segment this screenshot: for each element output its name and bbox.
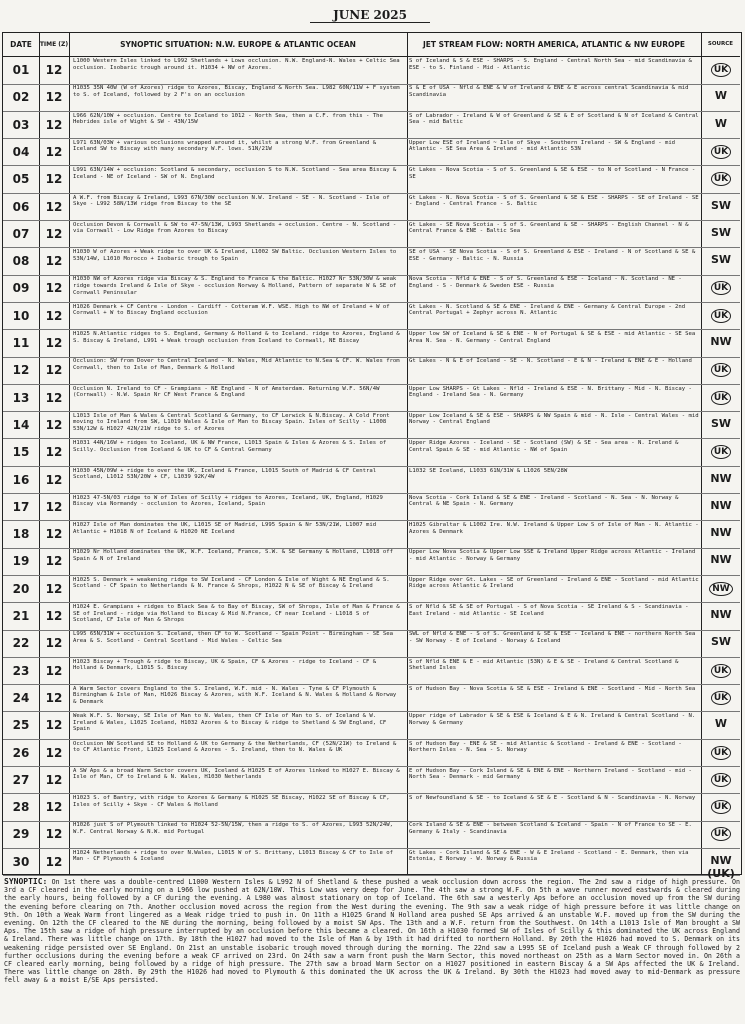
page-title: JUNE 2025 bbox=[310, 8, 430, 23]
row-time: 12 bbox=[45, 854, 63, 869]
row-jet-stream: E of Hudson Bay - Cork Island & SE & ENE & ENE - Northern Ireland - Scotland - mid - North Sea - Denmark - mid Germany bbox=[409, 767, 692, 781]
row-date: 25 bbox=[12, 718, 30, 733]
row-synoptic: H1024 Netherlands + ridge to over N.Wales, L1015 W of S. Brittany, L1013 Biscay & CF to Isle of Man - CF Plymouth & Iceland bbox=[73, 849, 393, 863]
row-date: 24 bbox=[12, 690, 30, 705]
row-jet-stream: Upper Ridge over Gt. Lakes - SE of Greenland - Ireland & ENE - Scotland - mid Atlantic Ridge across Atlantic & Ireland bbox=[409, 576, 699, 590]
table-row bbox=[3, 576, 740, 604]
row-source-label: UK bbox=[711, 309, 731, 323]
row-source-label: UK bbox=[711, 691, 731, 705]
row-date: 07 bbox=[12, 226, 30, 241]
table-row bbox=[3, 521, 740, 549]
row-source-label: UK bbox=[711, 800, 731, 814]
table-row bbox=[3, 303, 740, 331]
row-synoptic: H1023 S. of Bantry, with ridge to Azores & Germany & H1025 SE Biscay, H1022 SE of Biscay & CF, Isles of Scilly + Skye - CF Wales & Holland bbox=[73, 795, 390, 808]
row-date: 15 bbox=[12, 445, 30, 460]
row-synoptic: H1023 47-5N/03 ridge to W of Isles of Scilly + ridges to Azores, Iceland, UK, England, H1029 Biscay via Normandy - occlusion to Azores, Iceland, Spain bbox=[73, 494, 383, 508]
row-date: 13 bbox=[12, 390, 30, 405]
row-time: 12 bbox=[45, 144, 63, 159]
table-row bbox=[3, 412, 740, 440]
row-source-label: NW bbox=[710, 526, 732, 540]
row-source-label: NW bbox=[710, 608, 732, 621]
row-source bbox=[703, 390, 739, 405]
row-date: 30 bbox=[12, 854, 30, 869]
row-time: 12 bbox=[45, 281, 63, 296]
row-time: 12 bbox=[45, 772, 63, 787]
row-synoptic: H1024 E. Grampians + ridges to Black Sea & to Bay of Biscay, SW of Shrops, Isle of Man & France & SE of Ireland - ridge via Holland to Biscay & Mid N.France, CF near Iceland - L1018 S of Scotland, CF Isle of Man & Shrops bbox=[73, 604, 400, 624]
row-synoptic: Weak W.F. S. Norway, SE Isle of Man to N. Wales, then CF Isle of Man to S. of Iceland & W. Ireland & Wales, L1025 Iceland, H1032 Azores & to Biscay & ridge to Shetland & SW England, CF Spain bbox=[73, 713, 387, 733]
row-source bbox=[703, 472, 739, 485]
row-date: 03 bbox=[12, 117, 30, 132]
table-row bbox=[3, 330, 740, 358]
row-synoptic: L1013 Isle of Man & Wales & Central Scotland & Germany, to CF Lerwick & N.Biscay. A Cold Front moving to Ireland from SW, L1019 Wales & Isle of Man to Biscay Spain. Isles of Scilly - L1008 53N/12W & H1027 42N/21W ridge to S. of Azores bbox=[73, 412, 390, 433]
row-source-label: SW bbox=[710, 253, 732, 267]
row-source bbox=[703, 663, 739, 678]
row-source-label: SW bbox=[710, 198, 732, 212]
row-source-label: SW bbox=[710, 416, 732, 430]
row-synoptic: A W.F. from Biscay & Ireland, L993 67N/30W occlusion N.W. Ireland - SE - N. Scotland - Isle of Skye - L992 58N/13W ridge from Biscay to the SE bbox=[73, 194, 390, 208]
row-jet-stream: L1032 SE Iceland, L1033 61N/31W & L1026 5EN/28W bbox=[409, 467, 568, 474]
row-synoptic: Occlusion: SW from Dover to Central Iceland - N. Wales, Mid Atlantic to N.Sea & CF. W. Wales from Cornwall, then to Isle of Man, Denmark & Holland bbox=[73, 358, 400, 371]
table-row bbox=[3, 248, 740, 276]
row-source-label: NW bbox=[709, 582, 732, 596]
row-date: 01 bbox=[12, 63, 30, 77]
row-jet-stream: Gt Lakes - Nova Scotia - S of S. Greenland & SE & ESE - to N of Scotland - N France - SE bbox=[409, 167, 696, 180]
row-date: 11 bbox=[12, 336, 30, 350]
row-source bbox=[703, 171, 739, 186]
row-time: 12 bbox=[45, 117, 63, 132]
row-date: 26 bbox=[12, 745, 30, 760]
row-source bbox=[703, 690, 739, 705]
row-source-label: UK bbox=[711, 827, 731, 841]
table-row bbox=[3, 467, 740, 495]
row-date: 20 bbox=[12, 581, 30, 596]
row-synoptic: L991 63N/14W + occlusion: Scotland & secondary, occlusion S to N.W. Scotland - Sea area Biscay & Iceland - NE of Iceland - SW of N. England bbox=[73, 167, 397, 180]
row-jet-stream: Nova Scotia - Cork Island & SE & ENE - Ireland - Scotland - N. Sea - N. Norway & Central & NE Spain - N. Germany bbox=[409, 494, 679, 508]
table-row bbox=[3, 658, 740, 686]
row-synoptic: H1025 N.Atlantic ridges to S. England, Germany & Holland & to Iceland. ridge to Azores, England & S. Biscay & Ireland, L991 + Weak trough occlusion from Iceland to Cornwall, NE Biscay bbox=[73, 331, 400, 344]
table-row bbox=[3, 685, 740, 713]
row-synoptic: L966 62N/10W + occlusion. Centre to Iceland to 1012 - North Sea, then a C.F. from this - The Hebrides isle of Wight & SW - 43N/15W bbox=[73, 112, 383, 126]
row-source bbox=[703, 362, 739, 377]
row-synoptic: L971 63N/03W + various occlusions wrapped around it, whilst a strong W.F. from Greenland & Iceland SW to Biscay with many secondary W.F. lows. 51N/21W bbox=[73, 139, 377, 153]
row-source bbox=[703, 581, 739, 596]
table-row bbox=[3, 849, 740, 880]
row-date: 02 bbox=[12, 90, 30, 105]
row-source bbox=[703, 199, 739, 212]
table-row bbox=[3, 794, 740, 822]
row-source bbox=[703, 226, 739, 239]
row-synoptic: H1030 NW of Azores ridge via Biscay & S. England to France & the Baltic. H1027 Nr 53N/30W & weak ridge towards Ireland & Isle of Skye - occlusion Norway & Holland, Pattern of separate W & SE of Cornwall Peninsular bbox=[73, 276, 397, 296]
row-time: 12 bbox=[45, 336, 63, 350]
row-source bbox=[703, 854, 739, 880]
row-date: 05 bbox=[12, 172, 30, 187]
row-source bbox=[703, 499, 739, 512]
row-time: 12 bbox=[45, 527, 63, 542]
table-row bbox=[3, 740, 740, 768]
table-row bbox=[3, 57, 740, 85]
row-source-label: NW bbox=[710, 471, 732, 485]
row-jet-stream: H1025 Gibraltar & L1002 Ire. N.W. Ireland & Upper Low S of Isle of Man - N. Atlantic - Azores & Denmark bbox=[409, 522, 699, 535]
row-synoptic: H1023 Biscay + Trough & ridge to Biscay, UK & Spain, CF & Azores - ridge to Iceland - CF & Holland & Denmark, L1015 S. Biscay bbox=[73, 658, 377, 672]
row-jet-stream: S of Nfld & ENE & E - mid Atlantic (53N) & E & SE - Ireland & Central Scotland & Shetland Isles bbox=[409, 658, 679, 672]
row-source bbox=[703, 417, 739, 430]
row-time: 12 bbox=[45, 63, 63, 77]
row-synoptic: H1030 45N/09W + ridge to over the UK, Iceland & France, L1015 South of Madrid & CF Central Scotland, L1012 53N/20W + CF, L1039 92K/4W bbox=[73, 467, 377, 481]
table-row bbox=[3, 712, 740, 740]
row-date: 08 bbox=[12, 254, 30, 269]
table-row bbox=[3, 221, 740, 249]
table-row bbox=[3, 194, 740, 222]
row-date: 19 bbox=[12, 554, 30, 569]
row-source-label: SW bbox=[710, 635, 732, 649]
row-synoptic: A SW Aps & a broad Warm Sector covers UK, Iceland & H1025 E of Azores linked to H1027 E. Biscay & Isle of Man, CF to Ireland & N. Wales, H1030 Netherlands bbox=[73, 767, 400, 781]
row-time: 12 bbox=[45, 199, 63, 214]
row-time: 12 bbox=[45, 445, 63, 460]
table-row bbox=[3, 821, 740, 849]
row-source bbox=[703, 745, 739, 760]
row-source bbox=[703, 253, 739, 266]
row-source-label: NW bbox=[710, 498, 732, 512]
row-time: 12 bbox=[45, 581, 63, 596]
row-source-label: W bbox=[714, 116, 728, 130]
table-row bbox=[3, 357, 740, 385]
row-jet-stream: S of Hudson Bay - ENE & SE - mid Atlantic & Scotland - Ireland & ENE - Scotland - Northern Isles - N. Sea - S. Norway bbox=[409, 740, 682, 754]
row-jet-stream: Upper ridge of Labrador & SE & ESE & Iceland & E & N. Ireland & Central Scotland - N. Norway & Germany bbox=[409, 713, 696, 726]
row-time: 12 bbox=[45, 636, 63, 651]
row-jet-stream: Upper low SW of Iceland & SE & ENE - N of Portugal & SE & ESE - mid Atlantic - SE Sea Area N. Sea - N. Germany - Central England bbox=[409, 331, 696, 344]
table-row bbox=[3, 767, 740, 795]
row-synoptic: H1026 Denmark + CF Centre - London - Cardiff - Cotteram W.F. WSE. High to NW of Ireland + W of Cornwall + W to Biscay England occlusion bbox=[73, 303, 390, 317]
table-row bbox=[3, 385, 740, 413]
row-synoptic: H1030 W of Azores + Weak ridge to over UK & Ireland, L1002 SW Baltic. Occlusion Western Isles to 53N/14W, L1010 Morocco + Isobaric trough to Spain bbox=[73, 249, 397, 262]
row-source-label: NW bbox=[710, 335, 732, 348]
row-jet-stream: S & E of USA - Nfld & ENE & W of Ireland & ENE & E across central Scandinavia & mid Scandinavia bbox=[409, 85, 689, 98]
row-synoptic: A Warm Sector covers England to the S. Ireland, W.F. mid - N. Wales - Tyne & CF Plymouth & Birmingham & Isle of Man, H1026 Biscay & Azores, with W.F. Iceland & N. Wales & Holland & Norway & Denmark bbox=[73, 685, 397, 706]
row-jet-stream: S of Iceland & S & ESE - SHARPS - S. England - Central North Sea - mid Scandinavia & ESE - to S. Finland - Mid - Atlantic bbox=[409, 58, 692, 71]
header-jet: JET STREAM FLOW: NORTH AMERICA, ATLANTIC & NW EUROPE bbox=[407, 33, 701, 57]
row-source bbox=[703, 526, 739, 539]
row-time: 12 bbox=[45, 254, 63, 269]
header-time: TIME (Z) bbox=[39, 33, 69, 57]
row-source bbox=[703, 117, 739, 130]
row-source bbox=[703, 308, 739, 323]
row-synoptic: H1035 35N 40W (W of Azores) ridge to Azores, Biscay, England & North Sea. L982 60N/11W + F system to S. of Iceland, followed by 2 F's on an occlusion bbox=[73, 85, 400, 98]
row-jet-stream: Gt Lakes - SE Nova Scotia - S of S. Greenland & SE - SHARPS - English Channel - N & Central France & ENE - Baltic Sea bbox=[409, 221, 689, 235]
row-date: 27 bbox=[12, 772, 30, 787]
row-source-label: UK bbox=[711, 445, 731, 459]
row-jet-stream: Upper Low Nova Scotia & Upper Low SSE & Ireland Upper Ridge across Atlantic - Ireland - mid Atlantic - Norway & Germany bbox=[409, 549, 696, 562]
table-row bbox=[3, 139, 740, 167]
row-date: 12 bbox=[12, 363, 30, 378]
row-time: 12 bbox=[45, 308, 63, 323]
table-row bbox=[3, 439, 740, 467]
row-source bbox=[703, 444, 739, 459]
row-source-label: UK bbox=[711, 363, 731, 377]
row-source bbox=[703, 799, 739, 814]
row-time: 12 bbox=[45, 499, 63, 514]
row-synoptic: L995 65N/31W + occlusion S. Iceland, then CF to W. Scotland - Spain Point - Birmingham - SE Sea Area & S. Scotland - Central Scotland - Mid Wales - Celtic Sea bbox=[73, 631, 393, 644]
row-jet-stream: Gt Lakes - Cork Island & SE & ENE - W & E Ireland - Scotland - E. Denmark, then via Estonia, E Norway - W. Norway & Russia bbox=[409, 849, 689, 863]
row-synoptic: Occlusion Devon & Cornwall & SW to 47-5N/13W, L993 Shetlands + occlusion. Centre - N. Scotland - via Cornwall - Low Ridge from Azores to Biscay bbox=[73, 221, 397, 235]
row-source bbox=[703, 553, 739, 566]
row-jet-stream: S of Nfld & SE & SE of Portugal - S of Nova Scotia - SE Ireland & S - Scandinavia - East Ireland - mid Atlantic - SE Iceland bbox=[409, 604, 689, 617]
row-source bbox=[703, 335, 739, 348]
row-source bbox=[703, 608, 739, 621]
row-synoptic: H1031 44N/16W + ridges to Iceland, UK & NW France, L1013 Spain & Isles & Azores & S. Isles of Scilly. Occlusion from Iceland & UK to CF & Central Germany bbox=[73, 440, 387, 453]
table-row bbox=[3, 166, 740, 194]
row-jet-stream: Cork Island & SE & ENE - between Scotland & Iceland - Spain - N of France to SE - E. Germany & Italy - Scandinavia bbox=[409, 822, 692, 835]
row-jet-stream: S of Hudson Bay - Nova Scotia & SE & ESE - Ireland & ENE - Scotland - Mid - North Sea bbox=[409, 685, 696, 692]
row-date: 17 bbox=[12, 499, 30, 514]
row-source bbox=[703, 717, 739, 730]
row-source bbox=[703, 280, 739, 295]
row-date: 04 bbox=[12, 144, 30, 159]
row-time: 12 bbox=[45, 472, 63, 487]
row-source-label: UK bbox=[711, 145, 731, 159]
header-synoptic: SYNOPTIC SITUATION: N.W. EUROPE & ATLANTIC OCEAN bbox=[69, 33, 407, 57]
row-jet-stream: Gt Lakes - N & E of Iceland - SE - N. Scotland - E & N - Ireland & ENE & E - Holland bbox=[409, 358, 692, 365]
row-time: 12 bbox=[45, 690, 63, 705]
row-jet-stream: SWL of Nfld & ENE - S of S. Greenland & SE & ESE - Iceland & ENE - northern North Sea - SW Norway - E of Iceland - Norway & Iceland bbox=[409, 631, 696, 644]
row-source-label: UK bbox=[711, 664, 731, 678]
table-row bbox=[3, 630, 740, 658]
row-jet-stream: Upper Low ESE of Ireland ~ Isle of Skye - Southern Ireland - SW & England - mid Atlantic - SE Sea Area & Ireland - mid Atlantic 53N bbox=[409, 139, 676, 153]
row-time: 12 bbox=[45, 827, 63, 842]
row-jet-stream: Nova Scotia - Nfld & ENE - S of S. Greenland & ESE - Iceland - N. Scotland - NE - England - S - Denmark & Sweden ESE - Russia bbox=[409, 276, 682, 289]
row-jet-stream: SE of USA - SE Nova Scotia - S of S. Greenland & ESE - Ireland - N of Scotland & SE & ESE - Germany - Baltic - N. Russia bbox=[409, 249, 696, 262]
table-row bbox=[3, 548, 740, 576]
row-time: 12 bbox=[45, 718, 63, 733]
row-date: 23 bbox=[12, 663, 30, 678]
row-synoptic: L1000 Western Isles linked to L992 Shetlands + Lows occlusion. N.W. England-N. Wales + Celtic Sea occlusion. Isobaric trough around it. H1034 + NW of Azores. bbox=[73, 58, 400, 71]
table-row bbox=[3, 275, 740, 303]
row-date: 06 bbox=[12, 199, 30, 214]
row-jet-stream: S of Newfoundland & SE - to Iceland & SE & E - Scotland & N - Scandinavia - N. Norway bbox=[409, 795, 696, 802]
row-date: 29 bbox=[12, 827, 30, 842]
row-source bbox=[703, 826, 739, 841]
table-row bbox=[3, 494, 740, 522]
row-source-label: UK bbox=[711, 172, 731, 186]
row-date: 22 bbox=[12, 636, 30, 651]
row-jet-stream: Upper Ridge Azores - Iceland - SE - Scotland (SW) & SE - Sea area - N. Ireland & Central Spain & SE - mid Atlantic - NW of Spain bbox=[409, 440, 679, 453]
row-synoptic: H1025 S. Denmark + weakening ridge to SW Iceland - CF London & Isle of Wight & NE England & S. Scotland - CF Spain to Netherlands & N. France & Shrops, H1022 N & SE of Biscay & Ireland bbox=[73, 576, 390, 590]
row-source bbox=[703, 89, 739, 102]
row-time: 12 bbox=[45, 226, 63, 241]
header-date: DATE bbox=[3, 33, 39, 57]
row-time: 12 bbox=[45, 609, 63, 623]
row-source-label: UK bbox=[711, 281, 731, 295]
row-source-label: UK bbox=[711, 746, 731, 760]
row-time: 12 bbox=[45, 390, 63, 405]
row-jet-stream: Upper Low Iceland & SE & ESE - SHARPS & NW Spain & mid - N. Isle - Central Wales - mid Norway - Central England bbox=[409, 412, 699, 426]
row-synoptic: Occlusion NW Scotland SE to Holland & UK to Germany & the Netherlands, CF (52N/21W) to Ireland & to CF Atlantic Front, L1025 Iceland & Azores - S. Ireland, then to N. Wales & UK bbox=[73, 740, 397, 754]
summary-text: On 1st there was a double-centred L1000 Western Isles & L992 N of Shetland & these pushed a weak occlusion down across the region. The 2nd saw a ridge of high pressure. On 3rd a CF cleared in the early morning on a L966 low pushed at 62N/10W. This Low was very deep for June. The 4th saw a strong W.F. On 5th a wave runner moved eastwards & cleared during the early hours, being followed by a CF during the evening. A L980 was almost stationary on top of Iceland. The 6th saw a westerly Aps before an occlusion moved up from the SW during the evening before clearing on 7th. Another occlusion moved across the region from the West during the evening. The 9th saw a weak ridge of high pressure before it was little change on 9th. On 10th a Weak Warm front lingered as a Weak ridge tried to push in. On 11th a H1025 Grand N Holland area pushed SE Aps arrived & an unstable W.F. moved up from the SW during the evening. On 12th the CF cleared to the NE during the morning, being followed by a moist SW Aps. The 13th and a W.F. return from the Southwest. On 14th a L1013 Isle of Man brought a SW Aps. The 15th saw a ridge of high pressure interrupted by an occlusion before this became a cleared. On 16th a H1030 formed SW of Isles of Scilly & this dominated the UK across England & Ireland. There was little change on 17th. By 18th the H1027 had moved to the Isle of Man & by 19th it had drifted to northern Holland. By 20th the H1026 had moved to S. Denmark on its weakening ridge persisted over SE England. On 21st an unstable isobaric trough moved through during the morning. The 22nd saw a L995 SE of Iceland push a Weak CF through followed by 2 further occlusions during the evening before a weak CF arrived on 23rd. On 24th saw a warm front push the Warm Sector, this moved northeast on 25th as a Warm Sector moved in. On 26th a CF cleared early morning, being followed by a ridge of high pressure. The 27th saw a broad Warm Sector on a H1027 positioned in eastern Biscay & a SW Aps affected the UK & Ireland. There was little change on 28th. By 29th the H1026 had moved to Plymouth & this dominated the UK across the UK & Ireland. By 30th the H1023 had moved away to mid-Denmark as pressure fell away & a moist E/SE Aps persisted. bbox=[4, 878, 740, 985]
log-table bbox=[2, 32, 742, 880]
row-jet-stream: Gt Lakes - N. Nova Scotia - S of S. Greenland & SE & ESE - SHARPS - SE of Ireland - SE - England - Central France - S. Baltic bbox=[409, 194, 699, 208]
row-time: 12 bbox=[45, 363, 63, 378]
row-date: 14 bbox=[12, 417, 30, 432]
summary-label: SYNOPTIC: bbox=[4, 878, 48, 886]
row-time: 12 bbox=[45, 172, 63, 187]
row-synoptic: H1026 just S of Plymouth linked to H1024 52-5N/15W, then a ridge to S. of Azores, L993 52N/24W, W.F. Central Norway & N.W. mid Portugal bbox=[73, 822, 393, 835]
row-source-label: UK bbox=[711, 391, 731, 405]
row-source-label: SW bbox=[710, 225, 732, 239]
row-date: 21 bbox=[12, 609, 30, 623]
row-source bbox=[703, 62, 739, 77]
row-source-label: UK bbox=[711, 773, 731, 787]
row-jet-stream: S of Labrador - Ireland & W of Greenland & SE & E of Scotland & N of Iceland & Central Sea - mid Baltic bbox=[409, 112, 699, 126]
row-jet-stream: Gt Lakes - N. Scotland & SE & ENE - Ireland & ENE - Germany & Central Europe - 2nd Central Portugal + Zephyr across N. Atlantic bbox=[409, 303, 686, 317]
row-synoptic: Occlusion N. Ireland to CF - Grampians - NE England - N of Amsterdam. Returning W.F. 56N/4W (Cornwall) - N.W. Spain Nr CF West France & England bbox=[73, 385, 380, 399]
row-source bbox=[703, 635, 739, 648]
row-date: 18 bbox=[12, 527, 30, 542]
synoptic-summary bbox=[4, 878, 740, 1020]
row-jet-stream: Upper Low SHARPS - Gt Lakes - Nfld - Ireland & ESE - N. Brittany - Mid - N. Biscay - England - Ireland Sea - N. Germany bbox=[409, 385, 692, 399]
table-row bbox=[3, 112, 740, 140]
row-time: 12 bbox=[45, 554, 63, 569]
row-source-label: W bbox=[714, 89, 728, 103]
row-time: 12 bbox=[45, 417, 63, 432]
row-synoptic: H1029 Nr Holland dominates the UK, W.F. Iceland, France, S.W. & SE Germany & Holland, L1018 off Spain & N of Ireland bbox=[73, 549, 393, 562]
row-source bbox=[703, 144, 739, 159]
row-source bbox=[703, 772, 739, 787]
header-source: SOURCE bbox=[701, 33, 740, 57]
row-date: 16 bbox=[12, 472, 30, 487]
row-time: 12 bbox=[45, 90, 63, 105]
row-time: 12 bbox=[45, 745, 63, 760]
row-date: 10 bbox=[12, 308, 30, 323]
row-synoptic: H1027 Isle of Man dominates the UK, L1015 SE of Madrid, L995 Spain & Nr 53N/21W, L1007 mid Atlantic + H1018 N of Iceland & H1020 NE Iceland bbox=[73, 522, 377, 535]
row-source-label: UK bbox=[711, 63, 731, 77]
table-row bbox=[3, 603, 740, 631]
row-source-label: NW bbox=[710, 553, 732, 567]
row-date: 09 bbox=[12, 281, 30, 296]
row-source-label: W bbox=[714, 717, 728, 731]
row-time: 12 bbox=[45, 663, 63, 678]
row-date: 28 bbox=[12, 800, 30, 815]
row-source-label: NW (UK) bbox=[707, 853, 735, 880]
row-time: 12 bbox=[45, 800, 63, 815]
table-row bbox=[3, 84, 740, 112]
